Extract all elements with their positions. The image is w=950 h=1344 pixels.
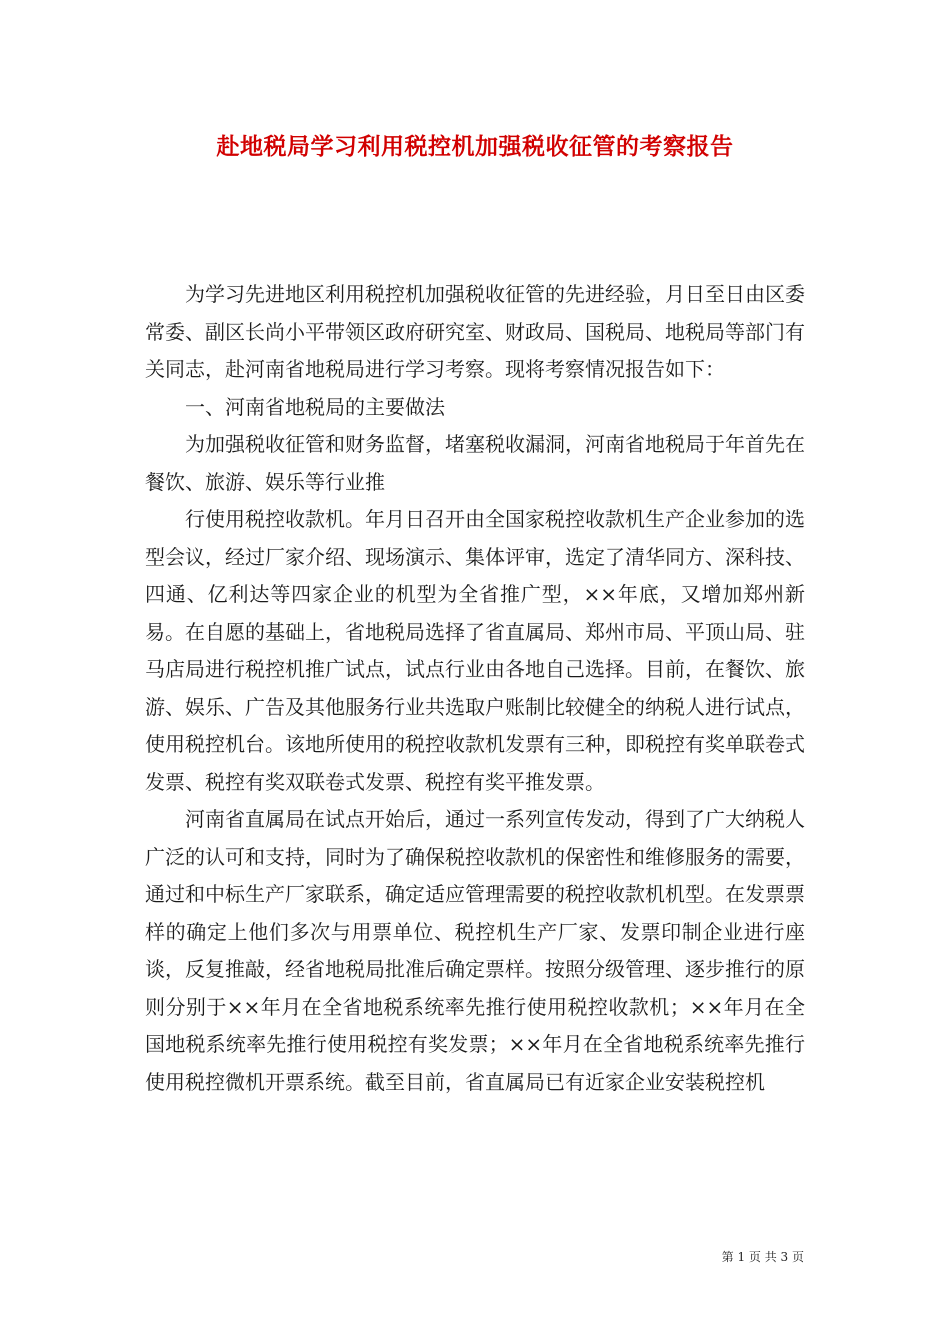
document-title: 赴地税局学习利用税控机加强税收征管的考察报告 (216, 133, 734, 160)
document-body (145, 276, 805, 1101)
section-heading: 一、河南省地税局的主要做法 (185, 394, 445, 419)
paragraph-3: 行使用税控收款机。年月日召开由全国家税控收款机生产企业参加的选型会议，经过厂家介绍、现场演示、集体评审，选定了清华同方、深科技、四通、亿利达等四家企业的机型为全省推广型，××年底，又增加郑州新易。在自愿的基础上，省地税局选择了省直属局、郑州市局、平顶山局、驻马店局进行税控机推广试点，试点行业由各地自己选择。目前，在餐饮、旅游、娱乐、广告及其他服务行业共选取户账制比较健全的纳税人进行试点，使用税控机台。该地所使用的税控收款机发票有三种，即税控有奖单联卷式发票、税控有奖双联卷式发票、税控有奖平推发票。 (145, 507, 805, 794)
paragraph-4: 河南省直属局在试点开始后，通过一系列宣传发动，得到了广大纳税人广泛的认可和支持，同时为了确保税控收款机的保密性和维修服务的需要，通过和中标生产厂家联系，确定适应管理需要的税控收款机机型。在发票票样的确定上他们多次与用票单位、税控机生产厂家、发票印制企业进行座谈，反复推敲，经省地税局批准后确定票样。按照分级管理、逐步推行的原则分别于××年月在全省地税系统率先推行使用税控收款机；××年月在全国地税系统率先推行使用税控有奖发票；××年月在全省地税系统率先推行使用税控微机开票系统。截至目前，省直属局已有近家企业安装税控机 (145, 807, 805, 1094)
paragraph-intro: 为学习先进地区利用税控机加强税收征管的先进经验，月日至日由区委常委、副区长尚小平带领区政府研究室、财政局、国税局、地税局等部门有关同志，赴河南省地税局进行学习考察。现将考察情况报告如下： (145, 282, 805, 381)
page-number-footer: 第 1 页 共 3 页 (721, 1250, 804, 1264)
paragraph-2: 为加强税收征管和财务监督，堵塞税收漏洞，河南省地税局于年首先在餐饮、旅游、娱乐等行业推 (145, 432, 805, 494)
